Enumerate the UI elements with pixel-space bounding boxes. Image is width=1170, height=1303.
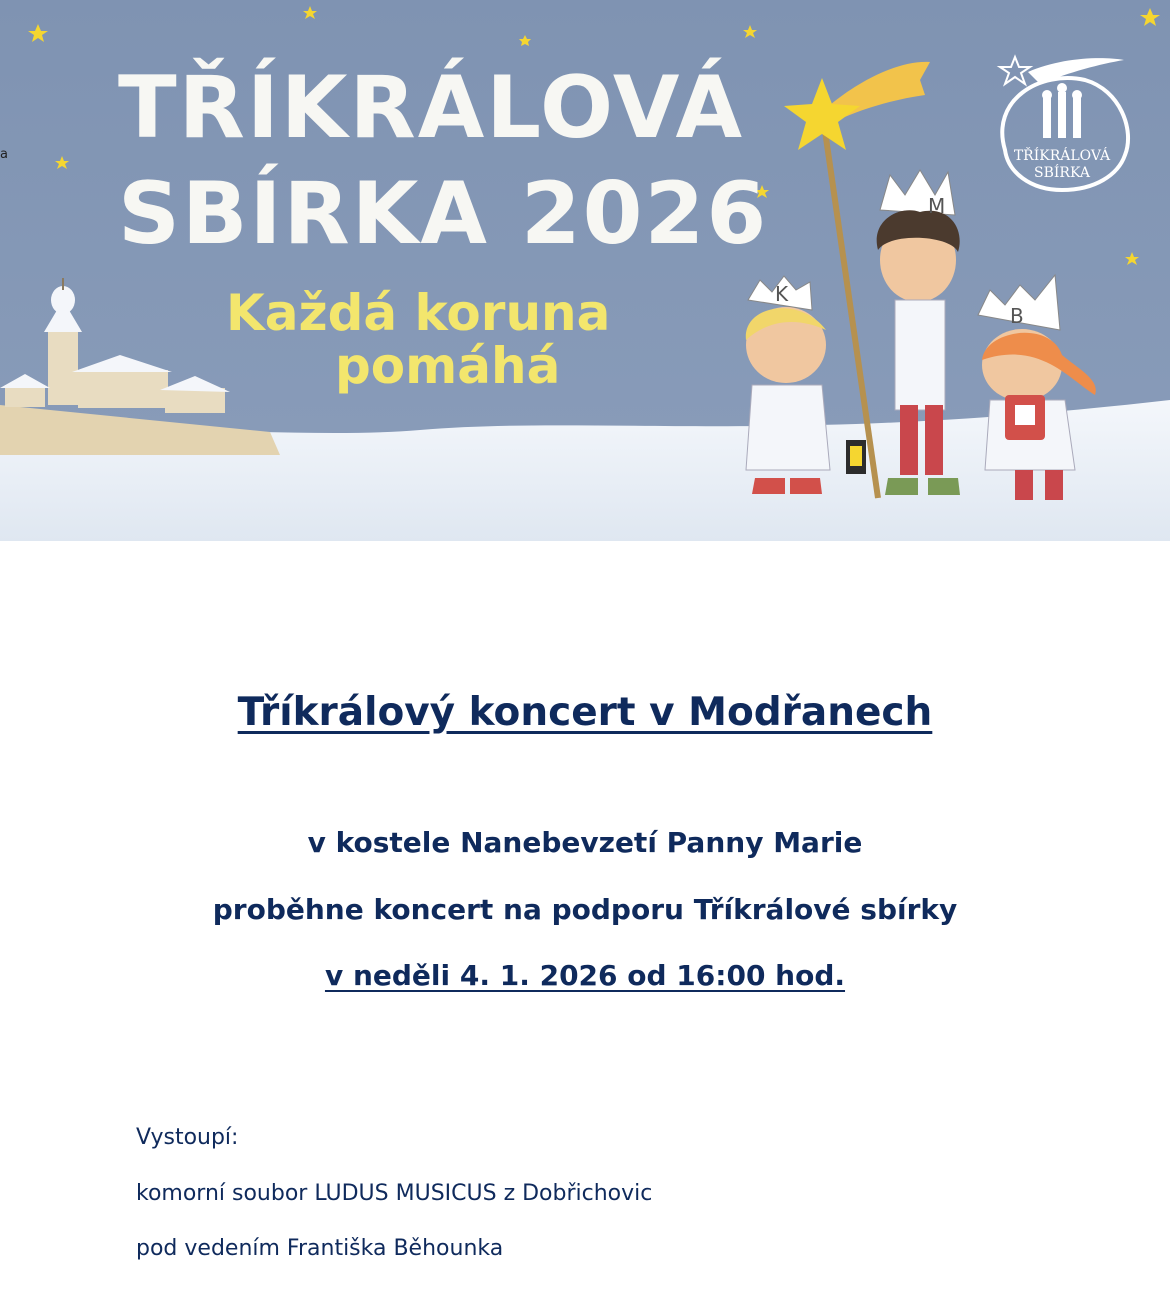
performers-ensemble: komorní soubor LUDUS MUSICUS z Dobřichovic	[136, 1181, 653, 1206]
banner-slogan-line2: pomáhá	[335, 337, 561, 395]
crown-letter-k: K	[775, 282, 789, 306]
performers-leader: pod vedením Františka Běhounka	[136, 1236, 504, 1261]
crown-letter-b: B	[1010, 304, 1024, 328]
logo-text-line1: TŘÍKRÁLOVÁ	[1013, 148, 1111, 164]
event-purpose: proběhne koncert na podporu Tříkrálové sbírky	[212, 893, 958, 926]
cropped-edge-letter: a	[0, 147, 8, 162]
crown-letter-m: M	[928, 194, 946, 218]
logo-text-line2: SBÍRKA	[1034, 165, 1090, 181]
campaign-banner	[0, 0, 1170, 541]
banner-title-line2: SBÍRKA 2026	[118, 164, 769, 264]
banner-slogan-line1: Každá koruna	[226, 284, 611, 342]
event-title: Tříkrálový koncert v Modřanech	[237, 690, 933, 735]
event-venue: v kostele Nanebevzetí Panny Marie	[307, 826, 863, 859]
banner-illustration	[0, 0, 1170, 541]
banner-title-line1: TŘÍKRÁLOVÁ	[118, 58, 745, 158]
performers-label: Vystoupí:	[136, 1125, 239, 1150]
event-datetime: v neděli 4. 1. 2026 od 16:00 hod.	[324, 959, 846, 992]
